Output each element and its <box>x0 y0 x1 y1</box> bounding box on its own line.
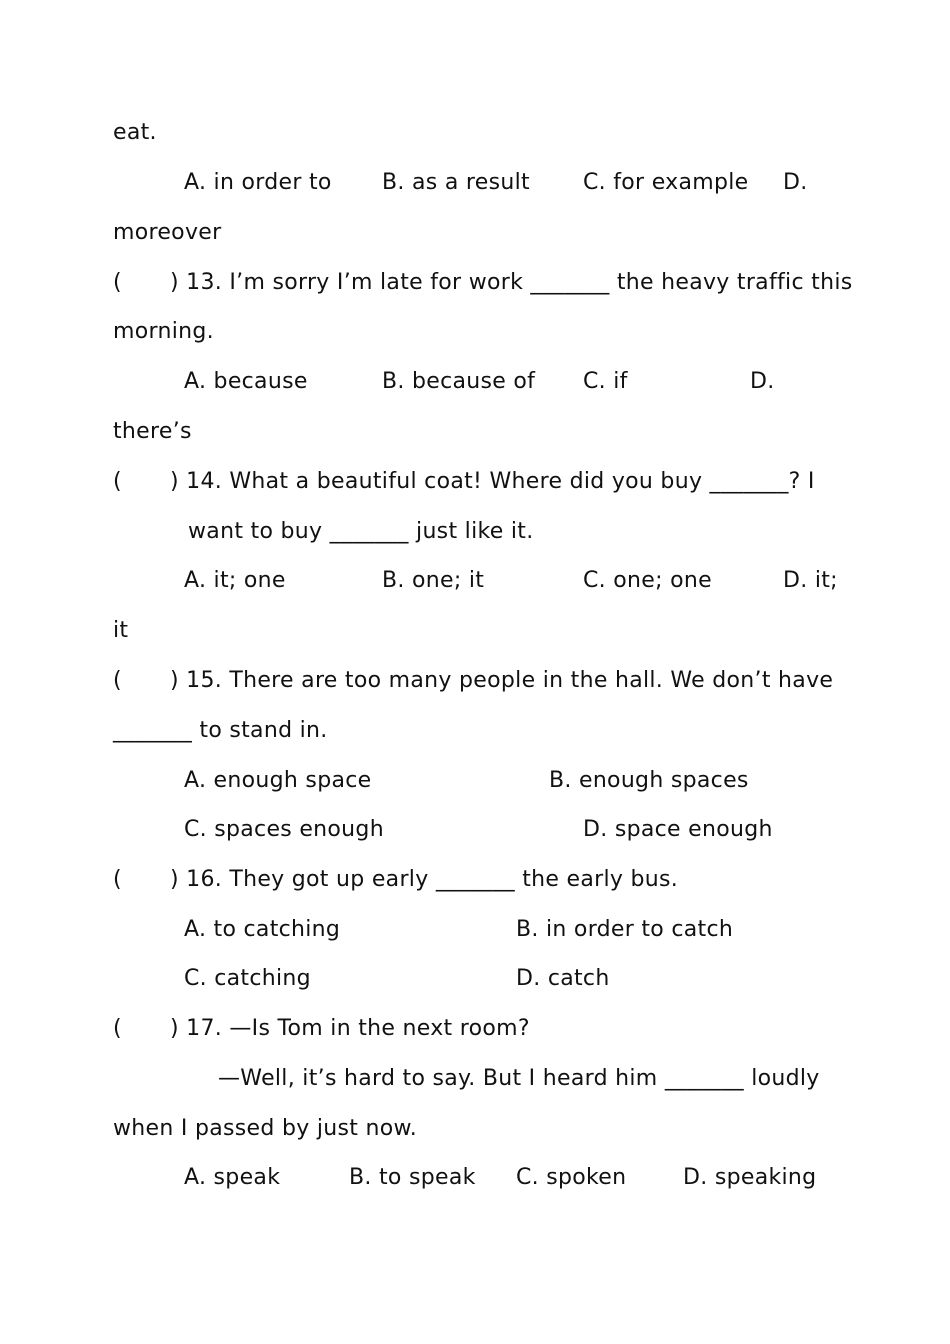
q15-option-b: B. enough spaces <box>549 768 749 793</box>
q15-option-c: C. spaces enough <box>184 817 384 842</box>
q13-answer-paren: ( <box>113 270 122 295</box>
q17-option-a: A. speak <box>184 1165 281 1190</box>
q17-answer-paren: ( <box>113 1016 122 1041</box>
q13-option-c: C. if <box>583 369 628 394</box>
q13-stem-text-1: ) 13. I’m sorry I’m late for work _______ the heavy traffic this <box>170 270 853 295</box>
q14-option-b: B. one; it <box>382 568 485 593</box>
q16-stem-line-1: ) 16. They got up early _______ the early bus. <box>170 867 679 892</box>
q17-stem-line-1: ) 17. —Is Tom in the next room? <box>170 1016 530 1041</box>
q13-option-d: D. <box>750 369 775 394</box>
q13-option-b: B. because of <box>382 369 536 394</box>
q17-option-c: C. spoken <box>516 1165 627 1190</box>
q16-option-b: B. in order to catch <box>516 917 734 942</box>
q12-option-d: D. <box>783 170 808 195</box>
q14-answer-paren: ( <box>113 469 122 494</box>
q15-option-d: D. space enough <box>583 817 773 842</box>
q14-option-c: C. one; one <box>583 568 712 593</box>
q14-option-d-continuation: it <box>113 618 129 643</box>
q17-stem-line-3: when I passed by just now. <box>113 1116 418 1141</box>
q13-stem-line-1 <box>170 269 853 297</box>
q14-option-a: A. it; one <box>184 568 286 593</box>
q13-option-a: A. because <box>184 369 308 394</box>
q14-stem-line-2: want to buy _______ just like it. <box>188 519 534 544</box>
q16-answer-paren: ( <box>113 867 122 892</box>
q12-option-a: A. in order to <box>184 170 332 195</box>
q12-continuation: eat. <box>113 120 157 145</box>
q17-stem-line-2: —Well, it’s hard to say. But I heard him _______ loudly <box>218 1066 820 1091</box>
q14-option-d: D. it; <box>783 568 838 593</box>
q16-option-c: C. catching <box>184 966 311 991</box>
q15-answer-paren: ( <box>113 668 122 693</box>
q16-option-a: A. to catching <box>184 917 341 942</box>
q12-option-b: B. as a result <box>382 170 530 195</box>
q13-option-d-continuation: there’s <box>113 419 192 444</box>
q14-stem-line-1: ) 14. What a beautiful coat! Where did you buy _______? I <box>170 469 815 494</box>
q15-stem-line-1: ) 15. There are too many people in the hall. We don’t have <box>170 668 834 693</box>
q16-option-d: D. catch <box>516 966 610 991</box>
q15-option-a: A. enough space <box>184 768 372 793</box>
q12-option-c: C. for example <box>583 170 749 195</box>
q17-option-b: B. to speak <box>349 1165 476 1190</box>
q13-stem-line-2: morning. <box>113 319 214 344</box>
q17-option-d: D. speaking <box>683 1165 817 1190</box>
q15-stem-line-2: _______ to stand in. <box>113 718 328 743</box>
q12-option-d-continuation: moreover <box>113 220 222 245</box>
